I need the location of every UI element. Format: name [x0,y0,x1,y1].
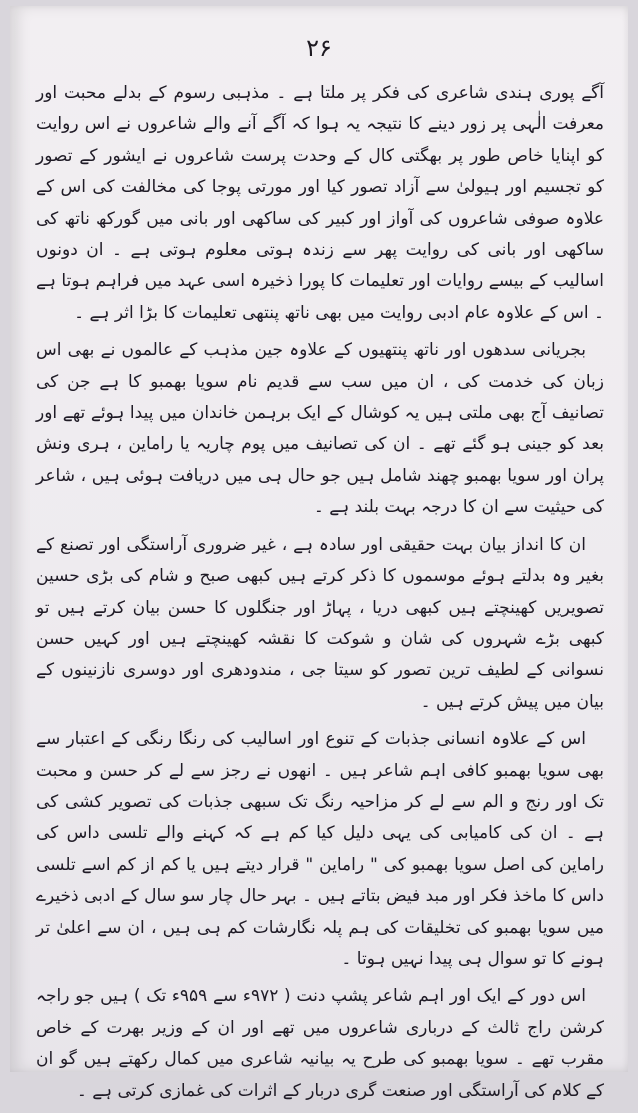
paragraph-1: آگے پوری ہندی شاعری کی فکر پر ملتا ہے ۔ مذہبی رسوم کے بدلے محبت اور معرفت الٰہی پر زور دینے کا نتیجہ یہ ہوا کہ آگے آنے والے شاعروں نے اس روایت کو اپنایا خاص طور پر بھگتی کال کے وحدت پرست شاعروں نے ایشور کے تصور کو تجسیم اور ہیولیٰ سے آزاد تصور کیا اور مورتی پوجا کی مخالفت کی اس کے علاوہ صوفی شاعروں کی آواز اور کبیر کی ساکھی اور بانی میں گورکھ ناتھ کی ساکھی اور بانی کی روایت پھر سے زندہ ہوتی معلوم ہوتی ہے ۔ ان دونوں اسالیب کے بیسے روایات اور تعلیمات کا پورا ذخیرہ اسی عہد میں فراہم ہوتا ہے ۔ اس کے علاوہ عام ادبی روایت میں بھی ناتھ پنتھی تعلیمات کا بڑا اثر ہے ۔ [36,83,604,323]
paragraph-4: اس کے علاوہ انسانی جذبات کے تنوع اور اسالیب کی رنگا رنگی کے اعتبار سے بھی سویا بھمبو کافی اہم شاعر ہیں ۔ انھوں نے رجز سے لے کر حسن و محبت تک اور رنج و الم سے لے کر مزاحیہ رنگ تک سبھی جذبات کی تصویر کشی کی ہے ۔ ان کی کامیابی کی یہی دلیل کیا کم ہے کہ کہنے والے تلسی داس کی راماین کی اصل سویا بھمبو کی " راماین " قرار دیتے ہیں یا کم از کم اسے تلسی داس کا ماخذ فکر اور مبد فیض بتاتے ہیں ۔ بہر حال چار سو سال کے ادبی ذخیرے میں سویا بھمبو کی تخلیقات کی ہم پلہ نگارشات کم ہی ہیں ، ان سے اعلیٰ تر ہونے کا تو سوال ہی پیدا نہیں ہوتا ۔ [36,729,604,969]
paragraph-5: اس دور کے ایک اور اہم شاعر پشپ دنت ( ۹۷۲ء سے ۹۵۹ء تک ) ہیں جو راجہ کرشن راج ثالث کے درباری شاعروں میں تھے اور ان کے وزیر بھرت کے خاص مقرب تھے ۔ سویا بھمبو کی طرح یہ بیانیہ شاعری میں کمال رکھتے ہیں گو ان کے کلام کی آراستگی اور صنعت گری دربار کے اثرات کی غمازی کرتی ہے ۔ [36,986,604,1101]
paragraph-2: بجریانی سدھوں اور ناتھ پنتھیوں کے علاوہ جین مذہب کے عالموں نے بھی اس زبان کی خدمت کی ، ان میں سب سے قدیم نام سویا بھمبو کا ہے جن کی تصانیف آج بھی ملتی ہیں یہ کوشال کے ایک برہمن خاندان میں پیدا ہوئے تھے اور بعد کو جینی ہو گئے تھے ۔ ان کی تصانیف میں پوم چاریہ یا راماین ، ہری ونش پران اور سویا بھمبو چھند شامل ہیں جو حال ہی میں دریافت ہوئی ہیں ، شاعر کی حیثیت سے ان کا درجہ بہت بلند ہے ۔ [36,340,604,518]
page-number: ۲۶ [306,34,332,62]
book-page [10,6,628,1101]
paragraph-3: ان کا انداز بیان بہت حقیقی اور سادہ ہے ، غیر ضروری آراستگی اور تصنع کے بغیر وہ بدلتے ہوئے موسموں کا ذکر کرتے ہیں کبھی صبح و شام کی بڑی حسین تصویریں کھینچتے ہیں کبھی دریا ، پہاڑ اور جنگلوں کا حسن بیان کرتے ہیں تو کبھی بڑے شہروں کی شان و شوکت کا نقشہ کھینچتے ہیں اور کہیں حسن نسوانی کے لطیف ترین تصور کو سیتا جی ، مندودھری اور دوسری نازنینوں کے بیان میں پیش کرتے ہیں ۔ [36,534,604,712]
page-body-text [36,78,604,1113]
